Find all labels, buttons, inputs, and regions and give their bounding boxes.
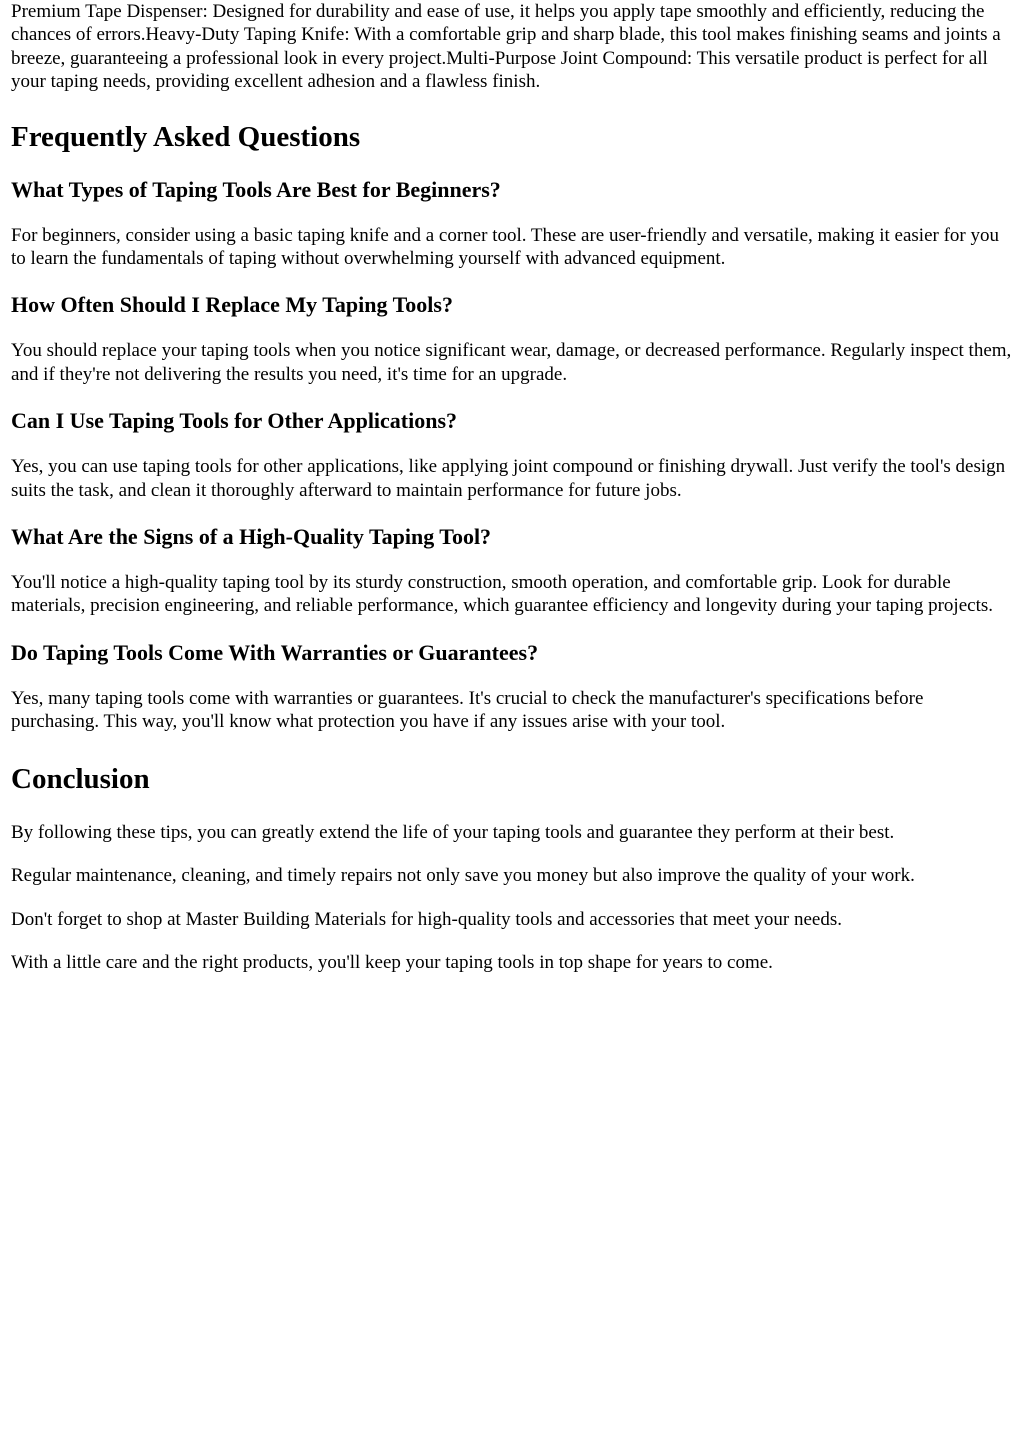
faq-item — [11, 408, 1013, 502]
intro-paragraph: Premium Tape Dispenser: Designed for durability and ease of use, it helps you apply tape smoothly and efficiently, reducing the chances of errors.Heavy-Duty Taping Knife: With a comfortable grip and sharp blade, this tool makes finishing seams and joints a breeze, guaranteeing a professional look in every project.Multi-Purpose Joint Compound: This versatile product is perfect for all your taping needs, providing excellent adhesion and a flawless finish. — [11, 1, 1001, 93]
conclusion-paragraph: With a little care and the right products, you'll keep your taping tools in top shape for years to come. — [11, 951, 773, 973]
conclusion-body — [11, 821, 1013, 975]
conclusion-paragraph: Regular maintenance, cleaning, and timely repairs not only save you money but also improve the quality of your work. — [11, 865, 915, 887]
faq-heading: Frequently Asked Questions — [11, 120, 361, 153]
conclusion-paragraph: By following these tips, you can greatly extend the life of your taping tools and guarantee they perform at their best. — [11, 821, 895, 843]
faq-question: What Are the Signs of a High-Quality Taping Tool? — [11, 524, 492, 550]
conclusion-heading: Conclusion — [11, 762, 150, 795]
faq-answer: You should replace your taping tools when you notice significant wear, damage, or decreased performance. Regularly inspect them, and if they're not delivering the results you need, it's time for an upgrade. — [11, 340, 1012, 385]
faq-question: Can I Use Taping Tools for Other Applications? — [11, 408, 458, 434]
conclusion-paragraph: Don't forget to shop at Master Building Materials for high-quality tools and accessories that meet your needs. — [11, 908, 842, 930]
faq-section — [11, 120, 1013, 734]
faq-item — [11, 640, 1013, 734]
faq-answer: For beginners, consider using a basic taping knife and a corner tool. These are user-friendly and versatile, making it easier for you to learn the fundamentals of taping without overwhelming yourself with advanced equipment. — [11, 224, 999, 270]
faq-item — [11, 292, 1013, 386]
faq-item — [11, 177, 1013, 271]
faq-question: What Types of Taping Tools Are Best for Beginners? — [11, 176, 501, 202]
faq-question: Do Taping Tools Come With Warranties or Guarantees? — [11, 639, 539, 665]
faq-item — [11, 524, 1013, 618]
faq-answer: Yes, many taping tools come with warranties or guarantees. It's crucial to check the manufacturer's specifications before purchasing. This way, you'll know what protection you have if any issues arise with your tool. — [11, 687, 924, 733]
faq-answer: You'll notice a high-quality taping tool by its sturdy construction, smooth operation, and comfortable grip. Look for durable materials, precision engineering, and reliable performance, which guarantee efficiency and longevity during your taping projects. — [11, 572, 993, 617]
faq-answer: Yes, you can use taping tools for other applications, like applying joint compound or finishing drywall. Just verify the tool's design suits the task, and clean it thoroughly afterward to maintain performance for future jobs. — [11, 456, 1006, 501]
faq-question: How Often Should I Replace My Taping Tools? — [11, 292, 453, 318]
faq-list — [11, 177, 1013, 734]
conclusion-section — [11, 762, 1013, 975]
